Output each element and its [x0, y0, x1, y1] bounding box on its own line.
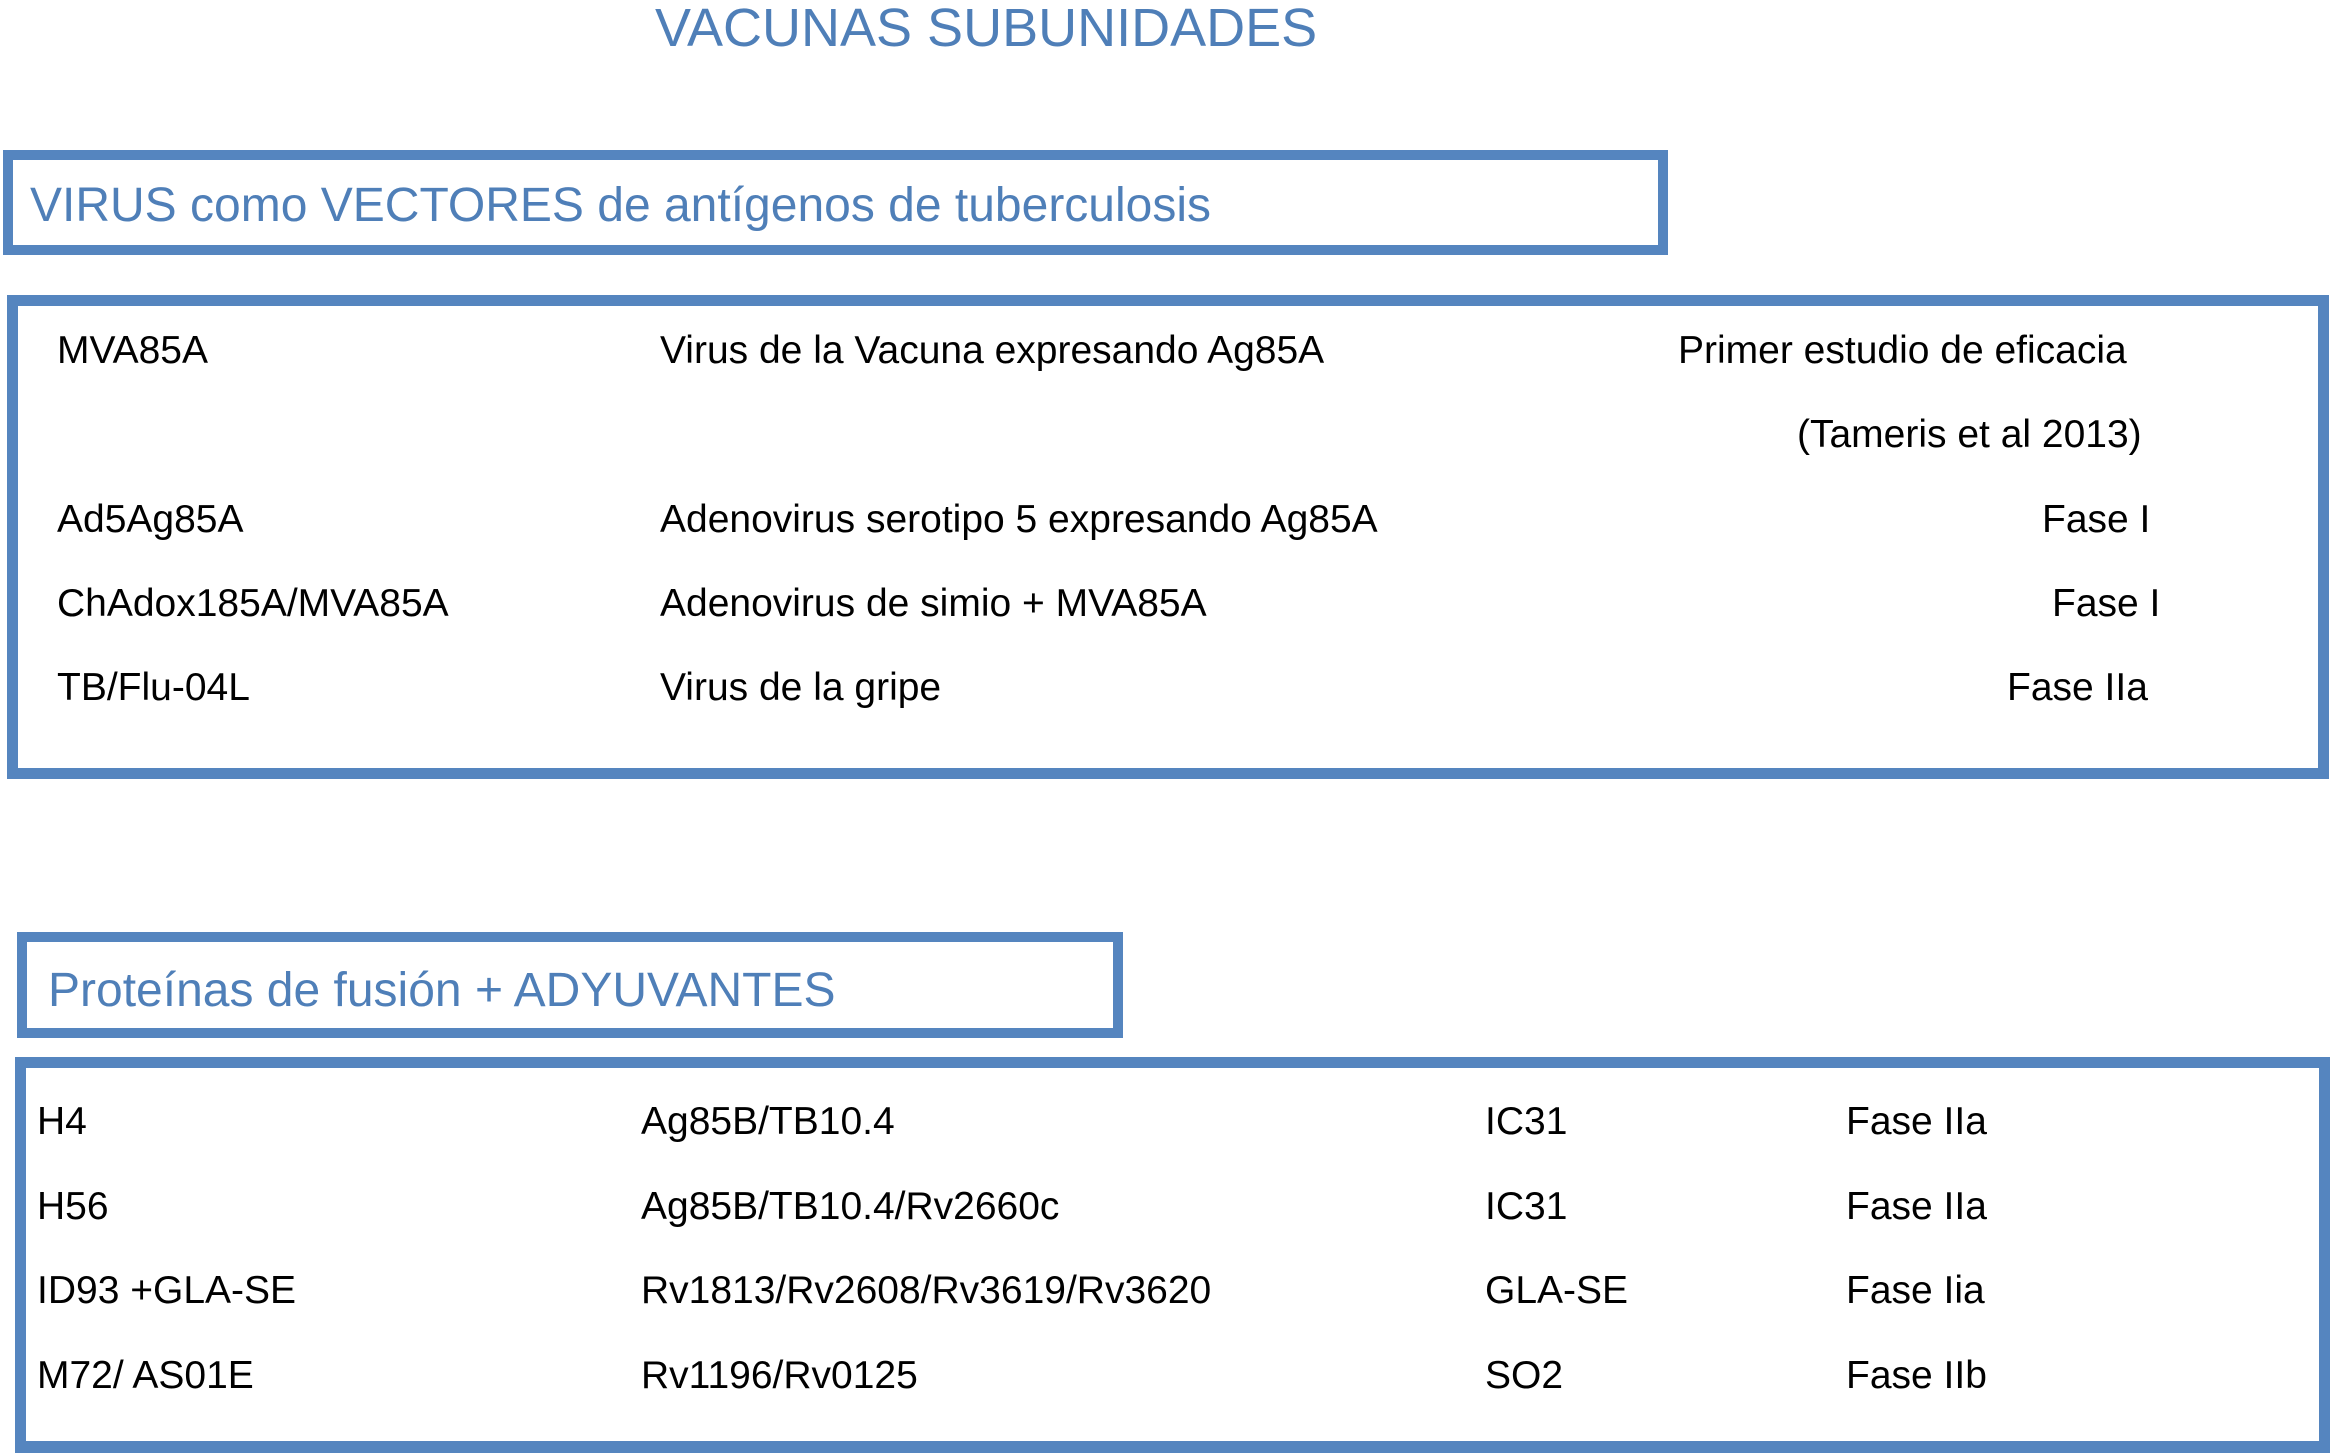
s1-row1-description: Virus de la Vacuna expresando Ag85A [660, 329, 1325, 372]
s2-row4-name: M72/ AS01E [37, 1354, 254, 1397]
s2-row4-phase: Fase IIb [1846, 1354, 1987, 1397]
s2-row2-adjuvant: IC31 [1485, 1185, 1568, 1228]
s1-row3-status: Fase I [2052, 582, 2161, 625]
s2-row3-adjuvant: GLA-SE [1485, 1269, 1629, 1312]
s1-row3-name: ChAdox185A/MVA85A [57, 582, 449, 625]
s1-row2-name: Ad5Ag85A [57, 498, 244, 541]
s1-row4-description: Virus de la gripe [660, 666, 942, 709]
s2-row1-name: H4 [37, 1100, 87, 1143]
s2-row3-name: ID93 +GLA-SE [37, 1269, 297, 1312]
s2-row4-antigens: Rv1196/Rv0125 [641, 1354, 918, 1397]
s2-row2-name: H56 [37, 1185, 109, 1228]
s1-row4-status: Fase IIa [2007, 666, 2148, 709]
s1-row1-name: MVA85A [57, 329, 209, 372]
s2-row2-phase: Fase IIa [1846, 1185, 1987, 1228]
s1-row2-description: Adenovirus serotipo 5 expresando Ag85A [660, 498, 1378, 541]
s2-row1-phase: Fase IIa [1846, 1100, 1987, 1143]
s2-row4-adjuvant: SO2 [1485, 1354, 1564, 1397]
s2-row2-antigens: Ag85B/TB10.4/Rv2660c [641, 1185, 1060, 1228]
s2-row3-phase: Fase Iia [1846, 1269, 1985, 1312]
s2-row1-adjuvant: IC31 [1485, 1100, 1568, 1143]
section2-header: Proteínas de fusión + ADYUVANTES [48, 964, 836, 1017]
s2-row3-antigens: Rv1813/Rv2608/Rv3619/Rv3620 [641, 1269, 1212, 1312]
section1-header: VIRUS como VECTORES de antígenos de tuberculosis [30, 179, 1212, 232]
s1-row4-name: TB/Flu-04L [57, 666, 250, 709]
s1-row1-status: Primer estudio de eficacia [1678, 329, 2127, 372]
s2-row1-antigens: Ag85B/TB10.4 [641, 1100, 895, 1143]
s1-row3-description: Adenovirus de simio + MVA85A [660, 582, 1207, 625]
page-title: VACUNAS SUBUNIDADES [655, 0, 1318, 58]
s1-row2-status: Fase I [2042, 498, 2151, 541]
s1-row1-note: (Tameris et al 2013) [1797, 413, 2142, 456]
